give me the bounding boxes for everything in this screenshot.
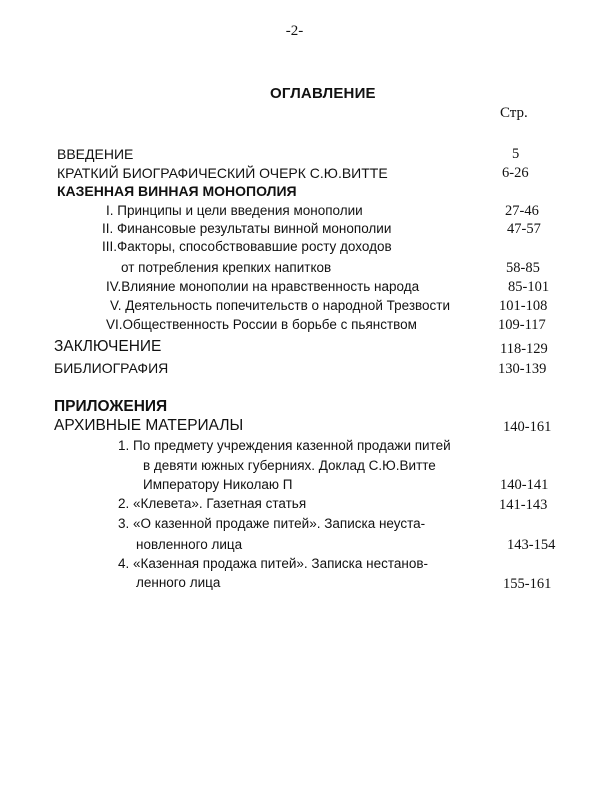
toc-entry-text: 3. «О казенной продаже питей». Записка неуста- [118,516,426,531]
toc-entry-text: новленного лица [136,537,243,552]
toc-entry-text: КРАТКИЙ БИОГРАФИЧЕСКИЙ ОЧЕРК С.Ю.ВИТТЕ [57,165,388,181]
toc-entry-page: 27-46 [505,203,539,219]
toc-entry-text: в девяти южных губерниях. Доклад С.Ю.Витте [143,458,436,473]
toc-entry-text: II. Финансовые результаты винной монополии [102,221,392,236]
toc-entry-text: VI.Общественность России в борьбе с пьянством [106,317,417,332]
toc-entry-page: 140-161 [503,419,552,435]
toc-entry-text: 2. «Клевета». Газетная статья [118,496,307,511]
toc-entry-text: ЗАКЛЮЧЕНИЕ [54,338,162,355]
page-column-header: Стр. [500,105,528,121]
toc-entry-page: 47-57 [507,221,541,237]
toc-entry-text: БИБЛИОГРАФИЯ [54,360,169,376]
toc-entry-text: V. Деятельность попечительств о народной Трезвости [110,298,451,313]
toc-entry-text: III.Факторы, способствовавшие росту доходов [102,239,392,254]
toc-entry-text: 1. По предмету учреждения казенной продажи питей [118,438,451,453]
toc-entry-page: 140-141 [500,477,549,493]
toc-entry-text: АРХИВНЫЕ МАТЕРИАЛЫ [54,417,244,434]
toc-entry-text: ленного лица [136,575,221,590]
toc-entry-page: 143-154 [507,537,556,553]
toc-entry-page: 101-108 [499,298,548,314]
toc-entry-text: от потребления крепких напитков [121,260,332,275]
toc-entry-text: IV.Влияние монополии на нравственность народа [106,279,420,294]
toc-entry-page: 109-117 [498,317,546,333]
toc-entry-text: I. Принципы и цели введения монополии [106,203,363,218]
toc-entry-text: Императору Николаю П [143,477,293,492]
toc-section-heading: КАЗЕННАЯ ВИННАЯ МОНОПОЛИЯ [57,183,297,199]
toc-entry-page: 155-161 [503,576,552,592]
toc-entry-page: 130-139 [498,361,547,377]
toc-entry-page: 118-129 [500,341,548,357]
page-number: -2- [285,23,304,39]
toc-entry-page: 5 [512,146,520,162]
toc-entry-page: 141-143 [499,497,548,513]
toc-entry-text: 4. «Казенная продажа питей». Записка нестанов- [118,556,429,571]
toc-entry-page: 6-26 [502,165,529,181]
toc-entry-text: ВВЕДЕНИЕ [57,146,134,162]
toc-entry-page: 85-101 [508,279,550,295]
toc-entry-page: 58-85 [506,260,540,276]
toc-title: ОГЛАВЛЕНИЕ [270,85,376,102]
toc-section-heading: ПРИЛОЖЕНИЯ [54,398,168,415]
